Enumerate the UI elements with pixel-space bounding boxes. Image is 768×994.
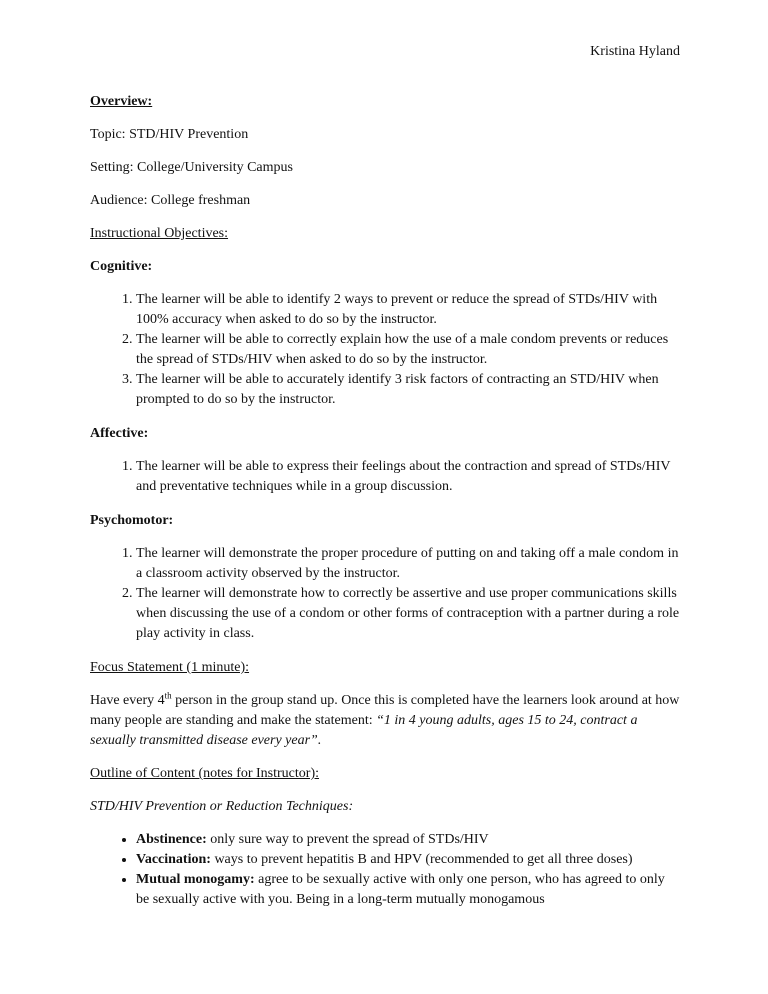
techniques-heading: STD/HIV Prevention or Reduction Techniques: <box>90 799 354 814</box>
techniques-list <box>90 830 680 910</box>
affective-heading: Affective: <box>90 426 149 441</box>
psychomotor-list <box>90 544 680 644</box>
objectives-heading: Instructional Objectives: <box>90 226 229 241</box>
technique-text: ways to prevent hepatitis B and HPV (recommended to get all three doses) <box>210 852 633 867</box>
technique-term: Abstinence: <box>136 832 207 847</box>
overview-heading: Overview: <box>90 94 153 109</box>
setting-line: Setting: College/University Campus <box>90 160 293 175</box>
psychomotor-heading: Psychomotor: <box>90 513 174 528</box>
list-item <box>136 850 680 870</box>
technique-text: only sure way to prevent the spread of STDs/HIV <box>206 832 489 847</box>
technique-term: Mutual monogamy: <box>136 872 255 887</box>
list-item: 3. The learner will be able to accurately identify 3 risk factors of contracting an STD/HIV when prompted to do so by the instructor. <box>136 370 680 410</box>
list-item: 2. The learner will be able to correctly explain how the use of a male condom prevents or reduces the spread of STDs/HIV when asked to do so by the instructor. <box>136 330 680 370</box>
list-item: 1. The learner will be able to identify 2 ways to prevent or reduce the spread of STDs/HIV with 100% accuracy when asked to do so by the instructor. <box>136 290 680 330</box>
list-item: 2. The learner will demonstrate how to correctly be assertive and use proper communications skills when discussing the use of a condom or other forms of contraception with a partner during a role play activity in class. <box>136 584 680 644</box>
cognitive-heading: Cognitive: <box>90 259 153 274</box>
list-item <box>136 870 680 910</box>
focus-statement <box>90 691 680 751</box>
cognitive-list <box>90 290 680 410</box>
focus-heading: Focus Statement (1 minute): <box>90 660 250 675</box>
list-item <box>136 830 680 850</box>
technique-text: agree to be sexually active with only one person, who has agreed to only be sexually active with you. Being in a long-term mutually monogamous <box>136 872 665 907</box>
technique-term: Vaccination: <box>136 852 211 867</box>
focus-text-rest: person in the group stand up. Once this is completed have the learners look around at how many people are standing and make the statement: <box>90 693 680 728</box>
list-item: 1. The learner will be able to express their feelings about the contraction and spread of STDs/HIV and preventative techniques while in a group discussion. <box>136 457 680 497</box>
focus-quote: “1 in 4 young adults, ages 15 to 24, contract a sexually transmitted disease every year”. <box>90 713 638 748</box>
audience-line: Audience: College freshman <box>90 193 251 208</box>
outline-heading: Outline of Content (notes for Instructor): <box>90 766 320 781</box>
focus-superscript: th <box>164 690 172 701</box>
document-body <box>90 92 680 910</box>
focus-text-start: Have every 4 <box>90 693 165 708</box>
list-item: 1. The learner will demonstrate the proper procedure of putting on and taking off a male condom in a classroom activity observed by the instructor. <box>136 544 680 584</box>
topic-line: Topic: STD/HIV Prevention <box>90 127 249 142</box>
author-name: Kristina Hyland <box>590 44 680 59</box>
affective-list <box>90 457 680 497</box>
